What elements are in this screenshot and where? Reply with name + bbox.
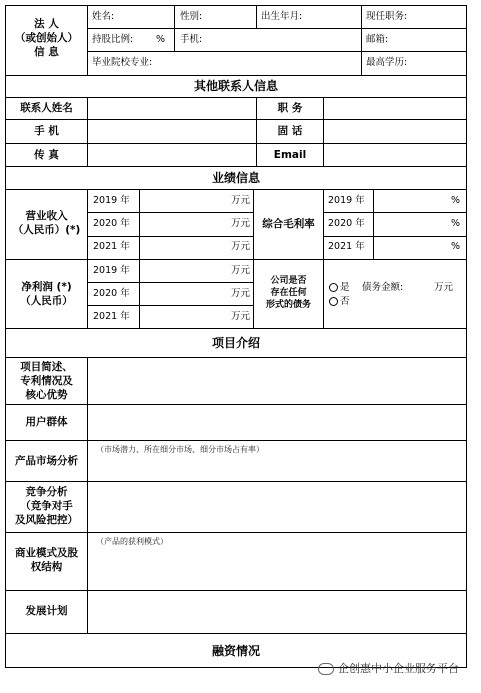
margin-unit: %	[450, 195, 460, 206]
share-field[interactable]: 持股比例:	[92, 34, 134, 45]
divider	[5, 590, 467, 591]
divider	[5, 75, 467, 76]
divider	[323, 97, 324, 166]
email-label: Email	[273, 149, 307, 161]
divider	[87, 51, 467, 52]
school-field[interactable]: 毕业院校专业:	[92, 57, 153, 68]
profit-unit: 万元	[230, 311, 250, 322]
market-label: 产品市场分析	[15, 455, 78, 467]
mobile-label: 手 机	[34, 125, 59, 137]
users-label: 用户群体	[25, 416, 68, 428]
share-unit: %	[156, 34, 166, 45]
divider	[5, 328, 467, 329]
divider	[87, 357, 88, 633]
divider	[5, 357, 467, 358]
market-hint: （市场潜力、所在细分市场、细分市场占有率）	[96, 445, 264, 454]
divider	[323, 212, 467, 213]
divider	[5, 143, 467, 144]
name-field[interactable]: 姓名:	[92, 11, 115, 22]
business-label: 商业模式及股 权结构	[15, 547, 78, 573]
divider	[5, 259, 467, 260]
project-title: 项目介绍	[211, 336, 260, 350]
debt-yes-option[interactable]: 是	[329, 282, 350, 294]
business-hint: （产品的获利模式）	[96, 537, 168, 546]
revenue-year-2021: 2021 年	[93, 241, 130, 252]
revenue-year-2020: 2020 年	[93, 218, 130, 229]
profit-year-2021: 2021 年	[93, 311, 130, 322]
degree-field[interactable]: 最高学历:	[366, 57, 408, 68]
summary-label: 项目简述、 专利情况及 核心优势	[20, 361, 73, 401]
revenue-label: 营业收入 （人民币）(*)	[12, 210, 81, 236]
gender-field[interactable]: 性别:	[180, 11, 203, 22]
profit-year-2020: 2020 年	[93, 288, 130, 299]
profit-label: 净利润 (*) （人民币）	[20, 281, 73, 307]
performance-title: 业绩信息	[211, 171, 260, 185]
divider	[5, 166, 467, 167]
divider	[87, 305, 253, 306]
email-field[interactable]: 邮箱:	[366, 34, 389, 45]
fax-label: 传 真	[34, 149, 59, 161]
divider	[5, 119, 467, 120]
divider	[361, 5, 362, 75]
divider	[87, 97, 88, 166]
profit-unit: 万元	[230, 288, 250, 299]
margin-label: 综合毛利率	[262, 218, 315, 230]
divider	[5, 633, 467, 634]
revenue-unit: 万元	[230, 241, 250, 252]
border-top	[5, 5, 467, 6]
divider	[87, 236, 253, 237]
competition-label: 竞争分析 （竞争对手 及风险把控）	[15, 486, 78, 526]
job-label: 职 务	[277, 102, 303, 114]
position-field[interactable]: 现任职务:	[366, 11, 408, 22]
wechat-icon	[318, 663, 334, 675]
divider	[256, 5, 257, 28]
other-contact-title: 其他联系人信息	[193, 79, 278, 93]
divider	[5, 481, 467, 482]
radio-yes-icon[interactable]	[329, 283, 338, 292]
divider	[174, 5, 175, 51]
divider	[5, 404, 467, 405]
revenue-unit: 万元	[230, 195, 250, 206]
financing-title: 融资情况	[211, 644, 260, 658]
margin-unit: %	[450, 241, 460, 252]
debt-label: 公司是否 存在任何 形式的债务	[265, 276, 311, 310]
margin-year-2021: 2021 年	[328, 241, 365, 252]
divider	[5, 440, 467, 441]
plan-label: 发展计划	[25, 605, 68, 617]
divider	[87, 5, 88, 75]
legal-rep-label: 法 人 （或创始人） 信 息	[15, 18, 78, 58]
profit-year-2019: 2019 年	[93, 265, 130, 276]
debt-no-option[interactable]: 否	[329, 296, 350, 308]
debt-amount-field[interactable]: 债务金额:	[362, 282, 404, 293]
margin-unit: %	[450, 218, 460, 229]
mobile-field[interactable]: 手机:	[180, 34, 203, 45]
phone-label: 固 话	[277, 125, 303, 137]
divider	[5, 532, 467, 533]
margin-year-2019: 2019 年	[328, 195, 365, 206]
divider	[373, 189, 374, 259]
watermark: 企创惠中小企业服务平台	[318, 660, 459, 676]
revenue-year-2019: 2019 年	[93, 195, 130, 206]
divider	[323, 236, 467, 237]
divider	[87, 282, 253, 283]
margin-year-2020: 2020 年	[328, 218, 365, 229]
profit-unit: 万元	[230, 265, 250, 276]
contact-name-label: 联系人姓名	[20, 102, 73, 114]
debt-amount-unit: 万元	[434, 282, 454, 293]
divider	[87, 212, 253, 213]
divider	[5, 189, 467, 190]
birth-field[interactable]: 出生年月:	[261, 11, 303, 22]
revenue-unit: 万元	[230, 218, 250, 229]
divider	[5, 97, 467, 98]
radio-no-icon[interactable]	[329, 297, 338, 306]
divider	[87, 28, 467, 29]
